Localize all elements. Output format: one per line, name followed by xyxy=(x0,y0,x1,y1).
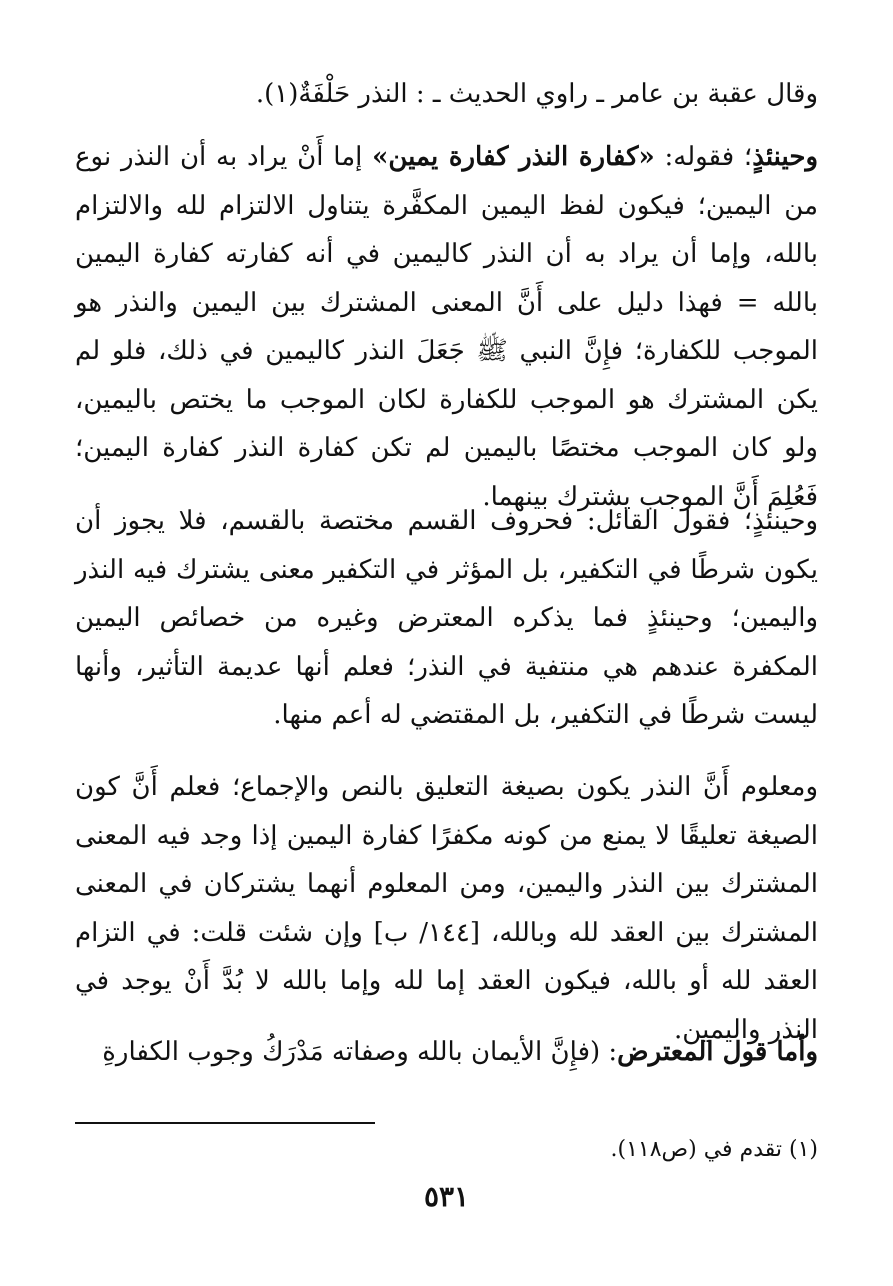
paragraph-text: وحينئذٍ؛ فقول القائل: فحروف القسم مختصة بالقسم، فلا يجوز أن يكون شرطًا في التكفير، بل المؤثر في التكفير معنى يشترك فيه النذر واليمين؛ وحينئذٍ فما يذكره المعترض وغيره من خصائص اليمين المكفرة عندهم هي منتفية في النذر؛ فعلم أنها عديمة التأثير، وأنها ليست شرطًا في التكفير، بل المقتضي له أعم منها. xyxy=(75,506,818,730)
paragraph-text: ومعلوم أَنَّ النذر يكون بصيغة التعليق بالنص والإجماع؛ فعلم أَنَّ كون الصيغة تعليقًا لا يمنع من كونه مكفرًا كفارة اليمين إذا وجد فيه المعنى المشترك بين النذر واليمين، ومن المعلوم أنهما يشتركان في المعنى المشترك بين العقد لله وبالله، [١٤٤/ ب] وإن شئت قلت: في التزام العقد لله أو بالله، فيكون العقد إما لله وإما بالله لا بُدَّ أَنْ يوجد في النذر واليمين. xyxy=(75,772,819,1045)
paragraph-3 xyxy=(75,497,818,740)
document-page xyxy=(75,0,818,1286)
paragraph-4 xyxy=(75,763,818,1054)
paragraph-quote: «كفارة النذر كفارة يمين» xyxy=(372,142,655,172)
footnote-separator xyxy=(75,1122,375,1124)
paragraph-5 xyxy=(75,1028,818,1077)
paragraph-2 xyxy=(75,133,818,521)
paragraph-lead: وأما قول المعترض xyxy=(617,1037,818,1067)
paragraph-text: : (فإِنَّ الأيمان بالله وصفاته مَدْرَكُ وجوب الكفارةِ xyxy=(102,1037,618,1067)
paragraph-text: إما أَنْ يراد به أن النذر نوع من اليمين؛ فيكون لفظ اليمين المكفَّرة يتناول الالتزام لله والالتزام بالله، وإما أن يراد به أن النذر كاليمين في أنه كفارته كفارة اليمين بالله = فهذا دليل على أَنَّ المعنى المشترك بين اليمين والنذر هو الموجب للكفارة؛ فإِنَّ النبي ﷺ جَعَلَ النذر كاليمين في ذلك، فلو لم يكن المشترك هو الموجب للكفارة لكان الموجب ما يختص باليمين، ولو كان الموجب مختصًا باليمين لم تكن كفارة النذر كفارة اليمين؛ فَعُلِمَ أَنَّ الموجب يشترك بينهما. xyxy=(75,142,818,512)
paragraph-text: وقال عقبة بن عامر ـ راوي الحديث ـ : النذر حَلْفَةٌ(١). xyxy=(255,79,818,109)
paragraph-intro: ؛ فقوله: xyxy=(654,142,753,172)
page-number: ٥٣١ xyxy=(423,1180,470,1213)
footnote: (١) تقدم في (ص١١٨). xyxy=(610,1137,818,1162)
paragraph-lead: وحينئذٍ xyxy=(752,142,818,172)
paragraph-1 xyxy=(75,70,818,119)
